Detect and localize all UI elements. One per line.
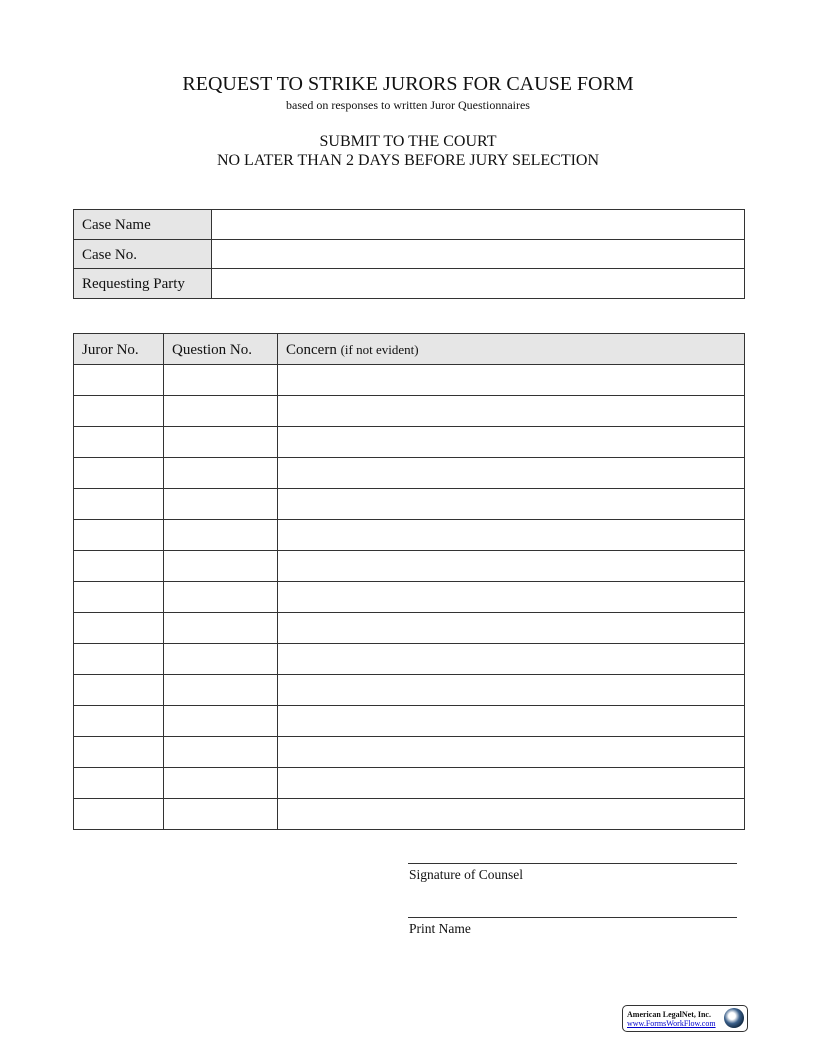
juror-no-cell[interactable] <box>74 365 164 396</box>
case-name-label: Case Name <box>74 210 212 240</box>
table-row <box>74 737 745 768</box>
concern-header <box>278 334 745 365</box>
juror-no-cell[interactable] <box>74 458 164 489</box>
table-row <box>74 582 745 613</box>
table-row <box>74 396 745 427</box>
juror-no-cell[interactable] <box>74 768 164 799</box>
requesting-party-row <box>74 269 745 299</box>
juror-no-cell[interactable] <box>74 551 164 582</box>
table-row <box>74 768 745 799</box>
table-row <box>74 458 745 489</box>
concern-cell[interactable] <box>278 458 745 489</box>
question-no-cell[interactable] <box>164 396 278 427</box>
logo-url-link[interactable]: www.FormsWorkFlow.com <box>627 1019 716 1028</box>
juror-no-cell[interactable] <box>74 644 164 675</box>
question-no-cell[interactable] <box>164 458 278 489</box>
concern-cell[interactable] <box>278 489 745 520</box>
question-no-cell[interactable] <box>164 520 278 551</box>
question-no-cell[interactable] <box>164 675 278 706</box>
juror-no-cell[interactable] <box>74 706 164 737</box>
juror-no-cell[interactable] <box>74 737 164 768</box>
case-no-label: Case No. <box>74 239 212 269</box>
concern-cell[interactable] <box>278 427 745 458</box>
table-row <box>74 551 745 582</box>
form-title: REQUEST TO STRIKE JURORS FOR CAUSE FORM <box>182 73 634 95</box>
question-no-cell[interactable] <box>164 582 278 613</box>
question-no-cell[interactable] <box>164 737 278 768</box>
concern-cell[interactable] <box>278 396 745 427</box>
juror-no-cell[interactable] <box>74 489 164 520</box>
concern-cell[interactable] <box>278 520 745 551</box>
concern-cell[interactable] <box>278 551 745 582</box>
table-row <box>74 644 745 675</box>
question-no-cell[interactable] <box>164 489 278 520</box>
table-row <box>74 489 745 520</box>
table-row <box>74 427 745 458</box>
case-no-row <box>74 239 745 269</box>
question-no-header: Question No. <box>164 334 278 365</box>
case-no-field[interactable] <box>212 239 745 269</box>
question-no-cell[interactable] <box>164 644 278 675</box>
juror-rows <box>74 365 745 830</box>
signature-line[interactable] <box>408 863 737 864</box>
juror-no-cell[interactable] <box>74 396 164 427</box>
print-name-line[interactable] <box>408 917 737 918</box>
concern-cell[interactable] <box>278 706 745 737</box>
concern-cell[interactable] <box>278 768 745 799</box>
table-row <box>74 799 745 830</box>
concern-cell[interactable] <box>278 613 745 644</box>
table-row <box>74 365 745 396</box>
juror-no-cell[interactable] <box>74 613 164 644</box>
juror-no-cell[interactable] <box>74 799 164 830</box>
signature-label: Signature of Counsel <box>409 867 523 882</box>
instruction-line-2: NO LATER THAN 2 DAYS BEFORE JURY SELECTION <box>216 152 600 169</box>
table-row <box>74 613 745 644</box>
question-no-cell[interactable] <box>164 768 278 799</box>
question-no-cell[interactable] <box>164 613 278 644</box>
concern-cell[interactable] <box>278 675 745 706</box>
concern-cell[interactable] <box>278 799 745 830</box>
table-row <box>74 520 745 551</box>
requesting-party-label: Requesting Party <box>74 269 212 299</box>
concern-note: (if not evident) <box>340 342 419 357</box>
logo-company: American LegalNet, Inc. <box>627 1010 711 1019</box>
juror-no-cell[interactable] <box>74 520 164 551</box>
juror-no-cell[interactable] <box>74 582 164 613</box>
table-row <box>74 675 745 706</box>
juror-no-cell[interactable] <box>74 427 164 458</box>
question-no-cell[interactable] <box>164 427 278 458</box>
concern-cell[interactable] <box>278 644 745 675</box>
requesting-party-field[interactable] <box>212 269 745 299</box>
instruction-line-1: SUBMIT TO THE COURT <box>319 133 497 150</box>
case-name-field[interactable] <box>212 210 745 240</box>
concern-cell[interactable] <box>278 737 745 768</box>
print-name-label: Print Name <box>409 921 471 936</box>
concern-header-label: Concern <box>286 342 337 358</box>
concern-cell[interactable] <box>278 582 745 613</box>
case-info-table <box>73 209 745 299</box>
publisher-logo <box>622 1005 748 1032</box>
juror-table <box>73 333 745 830</box>
table-row <box>74 706 745 737</box>
question-no-cell[interactable] <box>164 706 278 737</box>
question-no-cell[interactable] <box>164 365 278 396</box>
juror-table-header <box>74 334 745 365</box>
juror-no-header: Juror No. <box>74 334 164 365</box>
globe-icon <box>724 1008 744 1028</box>
concern-cell[interactable] <box>278 365 745 396</box>
form-subtitle: based on responses to written Juror Questionnaires <box>286 98 530 112</box>
juror-no-cell[interactable] <box>74 675 164 706</box>
case-name-row <box>74 210 745 240</box>
question-no-cell[interactable] <box>164 551 278 582</box>
question-no-cell[interactable] <box>164 799 278 830</box>
